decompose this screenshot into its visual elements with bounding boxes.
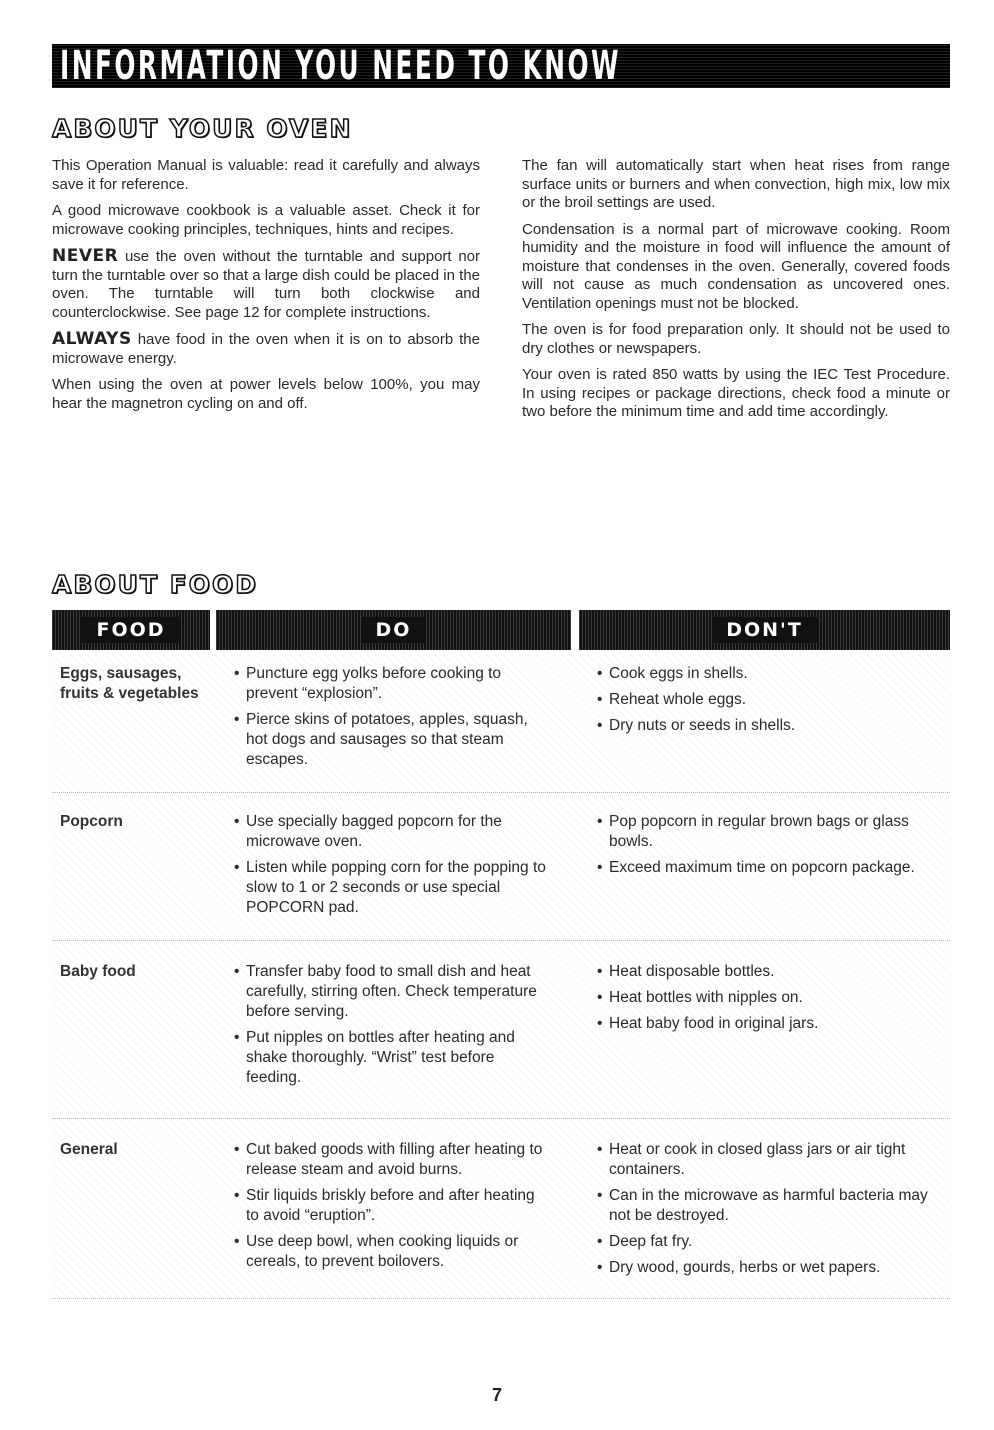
paragraph (52, 330, 480, 368)
food-header-label: FOOD (82, 617, 179, 643)
list-item: • Puncture egg yolks before cooking to prevent “explosion”. (234, 664, 549, 704)
food-name: Popcorn (60, 813, 123, 830)
about-food-heading: ABOUT FOOD (52, 570, 259, 599)
dont-column-header (579, 610, 950, 650)
list-item: • Can in the microwave as harmful bacteria may not be destroyed. (597, 1186, 942, 1226)
list-item: • Reheat whole eggs. (597, 690, 942, 710)
do-header-label: DO (362, 617, 426, 643)
do-list (234, 1140, 549, 1278)
list-item: • Heat disposable bottles. (597, 962, 942, 982)
list-item: • Use deep bowl, when cooking liquids or cereals, to prevent boilovers. (234, 1232, 549, 1272)
food-name: General (60, 1141, 118, 1158)
do-list (234, 812, 549, 924)
about-oven-right-column (522, 157, 950, 430)
list-item: • Dry wood, gourds, herbs or wet papers. (597, 1258, 942, 1278)
dont-list (597, 1140, 942, 1284)
list-item: • Heat or cook in closed glass jars or air tight containers. (597, 1140, 942, 1180)
page-number: 7 (491, 1385, 502, 1405)
dont-list (597, 812, 942, 884)
about-oven-heading: ABOUT YOUR OVEN (52, 114, 353, 143)
banner (52, 44, 950, 88)
list-item: • Pop popcorn in regular brown bags or glass bowls. (597, 812, 942, 852)
paragraph-text: have food in the oven when it is on to absorb the microwave energy. (52, 331, 480, 367)
dont-list (597, 664, 942, 742)
always-keyword: ALWAYS (52, 329, 132, 349)
food-column-header (52, 610, 210, 650)
paragraph-text: use the oven without the turntable and support nor turn the turntable over so that a large dish could be placed in the oven. The turntable will turn both clockwise and counterclockwise. See page 12 for complete instructions. (52, 248, 480, 321)
list-item: • Stir liquids briskly before and after heating to avoid “eruption”. (234, 1186, 549, 1226)
table-row (52, 952, 950, 1119)
table-row (52, 802, 950, 941)
list-item: • Use specially bagged popcorn for the microwave oven. (234, 812, 549, 852)
list-item: • Exceed maximum time on popcorn package. (597, 858, 942, 878)
paragraph: Your oven is rated 850 watts by using the IEC Test Procedure. In using recipes or package directions, check food a minute or two before the minimum time and add time accordingly. (522, 366, 950, 420)
do-column-header (216, 610, 571, 650)
dont-list (597, 962, 942, 1040)
about-oven-left-column (52, 157, 480, 421)
do-list (234, 664, 549, 776)
food-name: Eggs, sausages, fruits & vegetables (60, 665, 199, 702)
list-item: • Cut baked goods with filling after heating to release steam and avoid burns. (234, 1140, 549, 1180)
paragraph: A good microwave cookbook is a valuable asset. Check it for microwave cooking principles, techniques, hints and recipes. (52, 202, 480, 238)
list-item: • Cook eggs in shells. (597, 664, 942, 684)
paragraph: Condensation is a normal part of microwave cooking. Room humidity and the moisture in food will influence the amount of moisture that condenses in the oven. Generally, covered foods will not cause as much condensation as uncovered ones. Ventilation openings must not be blocked. (522, 220, 950, 312)
table-row (52, 1130, 950, 1299)
food-name: Baby food (60, 963, 136, 980)
list-item: • Heat baby food in original jars. (597, 1014, 942, 1034)
list-item: • Dry nuts or seeds in shells. (597, 716, 942, 736)
list-item: • Pierce skins of potatoes, apples, squash, hot dogs and sausages so that steam escapes. (234, 710, 549, 770)
paragraph: When using the oven at power levels below 100%, you may hear the magnetron cycling on and off. (52, 376, 480, 412)
paragraph: The oven is for food preparation only. It should not be used to dry clothes or newspapers. (522, 321, 950, 357)
list-item: • Deep fat fry. (597, 1232, 942, 1252)
list-item: • Heat bottles with nipples on. (597, 988, 942, 1008)
list-item: • Listen while popping corn for the popping to slow to 1 or 2 seconds or use special POPCORN pad. (234, 858, 549, 918)
never-keyword: NEVER (52, 246, 119, 266)
dont-header-label: DON'T (712, 617, 817, 643)
table-row (52, 654, 950, 793)
paragraph: This Operation Manual is valuable: read it carefully and always save it for reference. (52, 157, 480, 193)
do-list (234, 962, 549, 1094)
list-item: • Transfer baby food to small dish and heat carefully, stirring often. Check temperature before serving. (234, 962, 549, 1022)
food-table (52, 654, 950, 1299)
paragraph: The fan will automatically start when heat rises from range surface units or burners and when convection, high mix, low mix or the broil settings are used. (522, 157, 950, 211)
paragraph (52, 247, 480, 322)
list-item: • Put nipples on bottles after heating and shake thoroughly. “Wrist” test before feeding. (234, 1028, 549, 1088)
banner-title: INFORMATION YOU NEED TO KNOW (60, 44, 621, 88)
